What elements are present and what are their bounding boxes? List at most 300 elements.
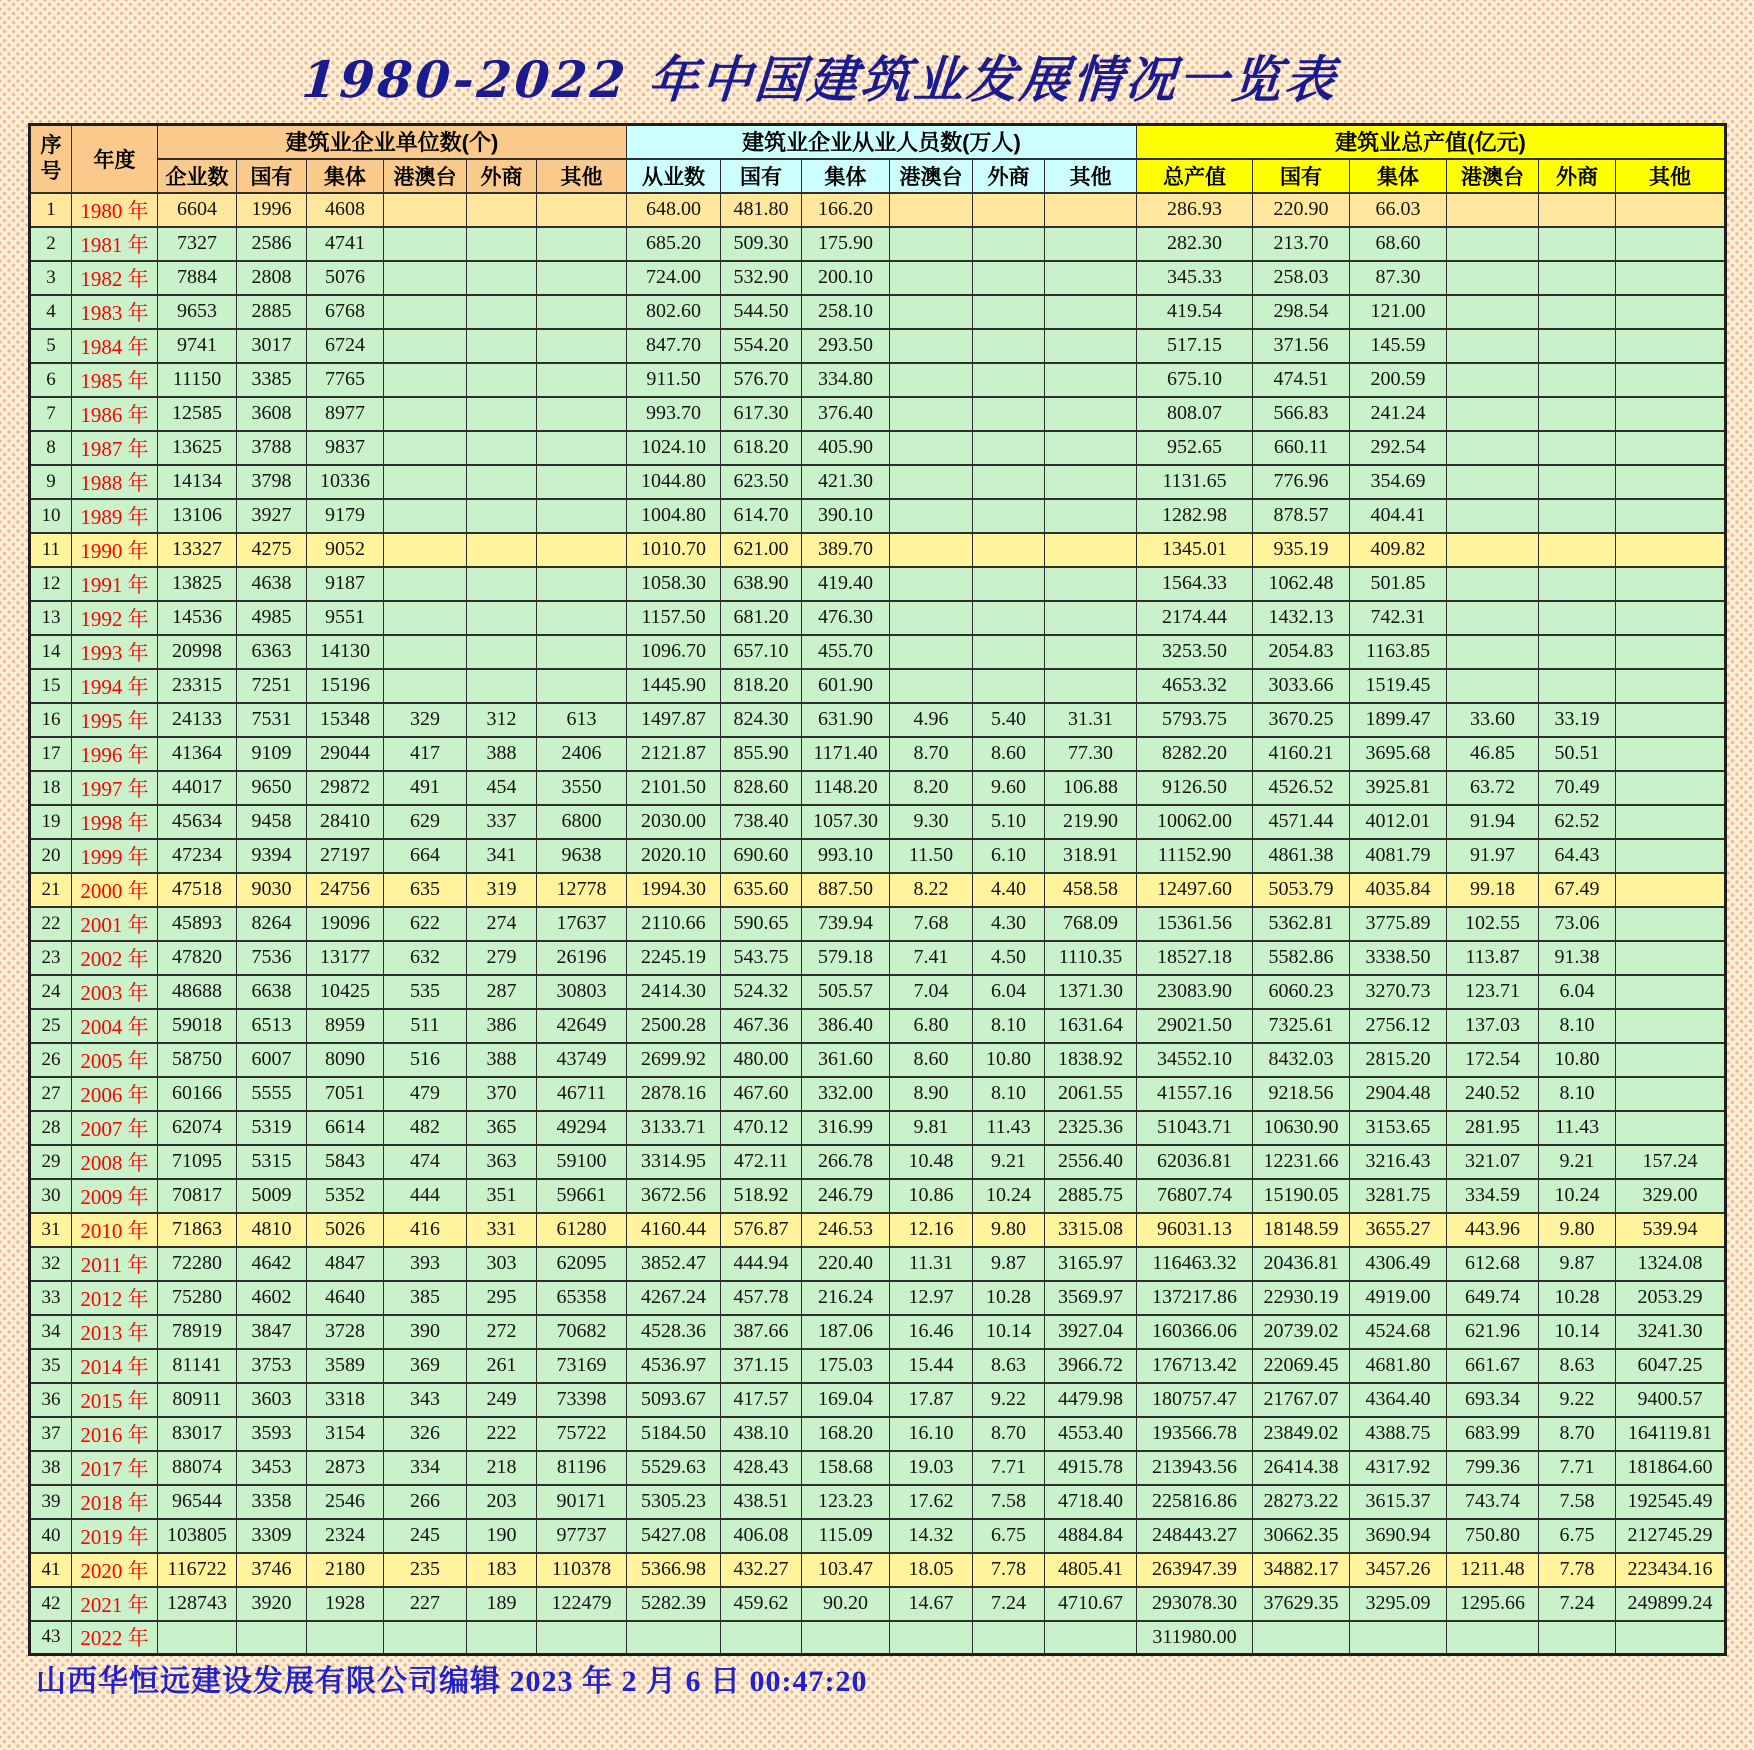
value-cell [1447, 499, 1539, 533]
value-cell: 9.21 [1539, 1145, 1616, 1179]
value-cell: 4847 [307, 1247, 384, 1281]
value-cell: 225816.86 [1137, 1485, 1253, 1519]
value-cell: 172.54 [1447, 1043, 1539, 1077]
value-cell: 20998 [158, 635, 237, 669]
value-cell: 742.31 [1350, 601, 1447, 635]
col-header: 港澳台 [1447, 159, 1539, 193]
year-cell: 2005 年 [72, 1043, 158, 1077]
value-cell: 26196 [537, 941, 627, 975]
value-cell: 176713.42 [1137, 1349, 1253, 1383]
value-cell: 3690.94 [1350, 1519, 1447, 1553]
value-cell [1616, 227, 1726, 261]
table-row [30, 975, 1726, 1009]
value-cell: 5026 [307, 1213, 384, 1247]
value-cell: 660.11 [1253, 431, 1350, 465]
value-cell: 2245.19 [627, 941, 721, 975]
value-cell: 48688 [158, 975, 237, 1009]
value-cell [1616, 941, 1726, 975]
value-cell: 3788 [237, 431, 307, 465]
value-cell: 44017 [158, 771, 237, 805]
value-cell: 3133.71 [627, 1111, 721, 1145]
value-cell: 3270.73 [1350, 975, 1447, 1009]
value-cell: 258.03 [1253, 261, 1350, 295]
year-cell: 2014 年 [72, 1349, 158, 1383]
value-cell: 345.33 [1137, 261, 1253, 295]
value-cell: 855.90 [721, 737, 802, 771]
table-row [30, 1621, 1726, 1655]
value-cell: 406.08 [721, 1519, 802, 1553]
value-cell: 4681.80 [1350, 1349, 1447, 1383]
value-cell: 9638 [537, 839, 627, 873]
value-cell [1539, 261, 1616, 295]
value-cell: 113.87 [1447, 941, 1539, 975]
value-cell: 263947.39 [1137, 1553, 1253, 1587]
value-cell: 71863 [158, 1213, 237, 1247]
value-cell: 750.80 [1447, 1519, 1539, 1553]
value-cell: 828.60 [721, 771, 802, 805]
value-cell [1447, 601, 1539, 635]
value-cell: 59100 [537, 1145, 627, 1179]
value-cell: 12778 [537, 873, 627, 907]
year-cell: 2010 年 [72, 1213, 158, 1247]
value-cell [1253, 1621, 1350, 1655]
value-cell: 1324.08 [1616, 1247, 1726, 1281]
value-cell: 137217.86 [1137, 1281, 1253, 1315]
value-cell: 9837 [307, 431, 384, 465]
year-cell: 1995 年 [72, 703, 158, 737]
value-cell: 4915.78 [1045, 1451, 1137, 1485]
value-cell: 12497.60 [1137, 873, 1253, 907]
year-cell: 1982 年 [72, 261, 158, 295]
value-cell: 34882.17 [1253, 1553, 1350, 1587]
table-row [30, 669, 1726, 703]
value-cell: 272 [467, 1315, 537, 1349]
value-cell [384, 329, 467, 363]
value-cell: 5352 [307, 1179, 384, 1213]
row-number: 33 [30, 1281, 72, 1315]
value-cell [537, 329, 627, 363]
value-cell: 187.06 [802, 1315, 890, 1349]
value-cell: 9.80 [1539, 1213, 1616, 1247]
value-cell: 8.60 [973, 737, 1045, 771]
value-cell [1045, 533, 1137, 567]
row-number: 27 [30, 1077, 72, 1111]
col-header: 总产值 [1137, 159, 1253, 193]
value-cell: 8282.20 [1137, 737, 1253, 771]
table-row [30, 1553, 1726, 1587]
value-cell: 4035.84 [1350, 873, 1447, 907]
col-header: 外商 [973, 159, 1045, 193]
value-cell: 4919.00 [1350, 1281, 1447, 1315]
value-cell: 137.03 [1447, 1009, 1539, 1043]
row-number: 2 [30, 227, 72, 261]
value-cell: 235 [384, 1553, 467, 1587]
value-cell: 175.90 [802, 227, 890, 261]
value-cell [1539, 431, 1616, 465]
value-cell: 29872 [307, 771, 384, 805]
value-cell [1539, 601, 1616, 635]
value-cell: 166.20 [802, 193, 890, 227]
value-cell: 331 [467, 1213, 537, 1247]
value-cell [1447, 465, 1539, 499]
table-row [30, 1043, 1726, 1077]
value-cell [537, 193, 627, 227]
value-cell: 4388.75 [1350, 1417, 1447, 1451]
value-cell: 15190.05 [1253, 1179, 1350, 1213]
value-cell: 1432.13 [1253, 601, 1350, 635]
value-cell: 5843 [307, 1145, 384, 1179]
value-cell: 19.03 [890, 1451, 973, 1485]
value-cell: 8.22 [890, 873, 973, 907]
year-cell: 2017 年 [72, 1451, 158, 1485]
value-cell: 245 [384, 1519, 467, 1553]
value-cell: 295 [467, 1281, 537, 1315]
value-cell: 7.24 [1539, 1587, 1616, 1621]
table-row [30, 431, 1726, 465]
value-cell [1539, 669, 1616, 703]
year-cell: 2004 年 [72, 1009, 158, 1043]
data-table [28, 123, 1727, 1656]
value-cell [890, 601, 973, 635]
value-cell: 212745.29 [1616, 1519, 1726, 1553]
value-cell: 70817 [158, 1179, 237, 1213]
value-cell [467, 1621, 537, 1655]
value-cell: 9.60 [973, 771, 1045, 805]
value-cell: 458.58 [1045, 873, 1137, 907]
value-cell: 73.06 [1539, 907, 1616, 941]
value-cell: 13625 [158, 431, 237, 465]
value-cell: 739.94 [802, 907, 890, 941]
value-cell: 3670.25 [1253, 703, 1350, 737]
value-cell: 19096 [307, 907, 384, 941]
value-cell: 661.67 [1447, 1349, 1539, 1383]
value-cell: 2885.75 [1045, 1179, 1137, 1213]
value-cell: 46711 [537, 1077, 627, 1111]
value-cell: 27197 [307, 839, 384, 873]
value-cell: 7.71 [1539, 1451, 1616, 1485]
value-cell: 91.38 [1539, 941, 1616, 975]
value-cell: 12585 [158, 397, 237, 431]
value-cell: 7531 [237, 703, 307, 737]
group-header-people: 建筑业企业从业人员数(万人) [627, 125, 1137, 159]
value-cell: 332.00 [802, 1077, 890, 1111]
value-cell: 12231.66 [1253, 1145, 1350, 1179]
value-cell: 60166 [158, 1077, 237, 1111]
value-cell [467, 261, 537, 295]
value-cell: 5009 [237, 1179, 307, 1213]
col-header: 集体 [307, 159, 384, 193]
value-cell: 334.59 [1447, 1179, 1539, 1213]
value-cell: 8.70 [890, 737, 973, 771]
value-cell: 3608 [237, 397, 307, 431]
value-cell: 532.90 [721, 261, 802, 295]
value-cell: 7.58 [1539, 1485, 1616, 1519]
value-cell [537, 431, 627, 465]
value-cell: 180757.47 [1137, 1383, 1253, 1417]
value-cell: 10.24 [973, 1179, 1045, 1213]
table-row [30, 363, 1726, 397]
value-cell: 99.18 [1447, 873, 1539, 907]
value-cell: 501.85 [1350, 567, 1447, 601]
value-cell [1539, 499, 1616, 533]
value-cell [384, 227, 467, 261]
value-cell: 417.57 [721, 1383, 802, 1417]
value-cell: 4160.21 [1253, 737, 1350, 771]
value-cell: 312 [467, 703, 537, 737]
value-cell: 3672.56 [627, 1179, 721, 1213]
value-cell: 3309 [237, 1519, 307, 1553]
value-cell: 3033.66 [1253, 669, 1350, 703]
value-cell: 181864.60 [1616, 1451, 1726, 1485]
value-cell: 58750 [158, 1043, 237, 1077]
value-cell: 3241.30 [1616, 1315, 1726, 1349]
value-cell: 480.00 [721, 1043, 802, 1077]
value-cell: 7884 [158, 261, 237, 295]
value-cell: 1996 [237, 193, 307, 227]
value-cell: 3338.50 [1350, 941, 1447, 975]
value-cell: 935.19 [1253, 533, 1350, 567]
value-cell [1045, 431, 1137, 465]
value-cell: 17.87 [890, 1383, 973, 1417]
value-cell: 37629.35 [1253, 1587, 1350, 1621]
value-cell: 3453 [237, 1451, 307, 1485]
value-cell: 1058.30 [627, 567, 721, 601]
value-cell: 768.09 [1045, 907, 1137, 941]
value-cell: 1295.66 [1447, 1587, 1539, 1621]
value-cell: 292.54 [1350, 431, 1447, 465]
value-cell: 3165.97 [1045, 1247, 1137, 1281]
value-cell [384, 499, 467, 533]
col-header: 国有 [237, 159, 307, 193]
value-cell: 3920 [237, 1587, 307, 1621]
value-cell: 175.03 [802, 1349, 890, 1383]
value-cell: 631.90 [802, 703, 890, 737]
value-cell [1616, 737, 1726, 771]
value-cell: 8.63 [1539, 1349, 1616, 1383]
table-row [30, 941, 1726, 975]
value-cell: 808.07 [1137, 397, 1253, 431]
value-cell: 123.71 [1447, 975, 1539, 1009]
value-cell [384, 397, 467, 431]
value-cell [1616, 1043, 1726, 1077]
year-cell: 2006 年 [72, 1077, 158, 1111]
value-cell: 6.75 [1539, 1519, 1616, 1553]
value-cell: 5319 [237, 1111, 307, 1145]
value-cell: 3925.81 [1350, 771, 1447, 805]
value-cell: 6724 [307, 329, 384, 363]
value-cell: 21767.07 [1253, 1383, 1350, 1417]
value-cell: 444.94 [721, 1247, 802, 1281]
value-cell: 1928 [307, 1587, 384, 1621]
value-cell [467, 397, 537, 431]
table-row [30, 227, 1726, 261]
value-cell: 388 [467, 1043, 537, 1077]
value-cell [1539, 227, 1616, 261]
value-cell: 30803 [537, 975, 627, 1009]
table-row [30, 1383, 1726, 1417]
value-cell: 4306.49 [1350, 1247, 1447, 1281]
value-cell: 274 [467, 907, 537, 941]
footer-credit: 山西华恒远建设发展有限公司编辑 2023 年 2 月 6 日 00:47:20 [36, 1665, 868, 1698]
col-header: 集体 [802, 159, 890, 193]
year-cell: 1997 年 [72, 771, 158, 805]
value-cell: 1163.85 [1350, 635, 1447, 669]
value-cell: 158.68 [802, 1451, 890, 1485]
table-row [30, 771, 1726, 805]
value-cell: 286.93 [1137, 193, 1253, 227]
value-cell: 41557.16 [1137, 1077, 1253, 1111]
value-cell: 4528.36 [627, 1315, 721, 1349]
row-number: 9 [30, 465, 72, 499]
value-cell [384, 193, 467, 227]
value-cell: 4.96 [890, 703, 973, 737]
value-cell: 638.90 [721, 567, 802, 601]
table-row [30, 1111, 1726, 1145]
value-cell: 83017 [158, 1417, 237, 1451]
row-number: 38 [30, 1451, 72, 1485]
year-cell: 2009 年 [72, 1179, 158, 1213]
table-row [30, 805, 1726, 839]
value-cell [467, 567, 537, 601]
value-cell: 18.05 [890, 1553, 973, 1587]
value-cell: 8.10 [1539, 1077, 1616, 1111]
value-cell [1539, 567, 1616, 601]
value-cell: 1371.30 [1045, 975, 1137, 1009]
value-cell: 59018 [158, 1009, 237, 1043]
value-cell: 2586 [237, 227, 307, 261]
value-cell: 23849.02 [1253, 1417, 1350, 1451]
value-cell: 7.41 [890, 941, 973, 975]
value-cell: 3153.65 [1350, 1111, 1447, 1145]
value-cell: 657.10 [721, 635, 802, 669]
value-cell: 351 [467, 1179, 537, 1213]
value-cell [1616, 771, 1726, 805]
value-cell: 675.10 [1137, 363, 1253, 397]
value-cell: 1519.45 [1350, 669, 1447, 703]
value-cell: 444 [384, 1179, 467, 1213]
year-cell: 1993 年 [72, 635, 158, 669]
value-cell [307, 1621, 384, 1655]
value-cell [467, 295, 537, 329]
value-cell: 18527.18 [1137, 941, 1253, 975]
value-cell: 3314.95 [627, 1145, 721, 1179]
value-cell: 4653.32 [1137, 669, 1253, 703]
value-cell: 9.22 [1539, 1383, 1616, 1417]
value-cell: 5305.23 [627, 1485, 721, 1519]
value-cell: 334.80 [802, 363, 890, 397]
year-cell: 1987 年 [72, 431, 158, 465]
row-number: 17 [30, 737, 72, 771]
value-cell [890, 635, 973, 669]
value-cell: 482 [384, 1111, 467, 1145]
value-cell: 3457.26 [1350, 1553, 1447, 1587]
value-cell [1539, 329, 1616, 363]
value-cell: 2174.44 [1137, 601, 1253, 635]
value-cell: 31.31 [1045, 703, 1137, 737]
value-cell: 4317.92 [1350, 1451, 1447, 1485]
value-cell: 911.50 [627, 363, 721, 397]
value-cell: 847.70 [627, 329, 721, 363]
col-header: 港澳台 [384, 159, 467, 193]
value-cell: 341 [467, 839, 537, 873]
value-cell: 459.62 [721, 1587, 802, 1621]
value-cell: 3569.97 [1045, 1281, 1137, 1315]
year-cell: 1991 年 [72, 567, 158, 601]
value-cell: 3775.89 [1350, 907, 1447, 941]
value-cell [802, 1621, 890, 1655]
value-cell: 6.04 [1539, 975, 1616, 1009]
value-cell: 9.30 [890, 805, 973, 839]
value-cell: 8432.03 [1253, 1043, 1350, 1077]
year-cell: 1984 年 [72, 329, 158, 363]
value-cell: 3216.43 [1350, 1145, 1447, 1179]
table-row [30, 1281, 1726, 1315]
value-cell [973, 329, 1045, 363]
value-cell: 22069.45 [1253, 1349, 1350, 1383]
value-cell [1616, 465, 1726, 499]
value-cell: 4608 [307, 193, 384, 227]
value-cell: 3385 [237, 363, 307, 397]
value-cell: 472.11 [721, 1145, 802, 1179]
value-cell: 65358 [537, 1281, 627, 1315]
value-cell: 9.87 [1539, 1247, 1616, 1281]
value-cell: 343 [384, 1383, 467, 1417]
value-cell: 5076 [307, 261, 384, 295]
row-number: 3 [30, 261, 72, 295]
table-row [30, 295, 1726, 329]
value-cell: 2815.20 [1350, 1043, 1447, 1077]
value-cell: 1497.87 [627, 703, 721, 737]
value-cell: 16.10 [890, 1417, 973, 1451]
value-cell [1616, 873, 1726, 907]
value-cell: 370 [467, 1077, 537, 1111]
value-cell: 3615.37 [1350, 1485, 1447, 1519]
table-row [30, 839, 1726, 873]
value-cell: 517.15 [1137, 329, 1253, 363]
value-cell: 1445.90 [627, 669, 721, 703]
value-cell: 1994.30 [627, 873, 721, 907]
value-cell: 4884.84 [1045, 1519, 1137, 1553]
value-cell: 10.86 [890, 1179, 973, 1213]
value-cell [973, 465, 1045, 499]
value-cell: 9126.50 [1137, 771, 1253, 805]
value-cell: 1345.01 [1137, 533, 1253, 567]
value-cell [1447, 635, 1539, 669]
value-cell: 102.55 [1447, 907, 1539, 941]
value-cell: 443.96 [1447, 1213, 1539, 1247]
year-cell: 2000 年 [72, 873, 158, 907]
value-cell [467, 363, 537, 397]
value-cell: 96031.13 [1137, 1213, 1253, 1247]
table-row [30, 873, 1726, 907]
value-cell: 316.99 [802, 1111, 890, 1145]
value-cell: 4810 [237, 1213, 307, 1247]
row-number: 31 [30, 1213, 72, 1247]
table-row [30, 499, 1726, 533]
value-cell: 690.60 [721, 839, 802, 873]
value-cell [1539, 363, 1616, 397]
value-cell: 2180 [307, 1553, 384, 1587]
value-cell [1045, 635, 1137, 669]
value-cell: 635 [384, 873, 467, 907]
value-cell [973, 227, 1045, 261]
value-cell: 576.70 [721, 363, 802, 397]
value-cell: 1564.33 [1137, 567, 1253, 601]
value-cell: 10425 [307, 975, 384, 1009]
value-cell [467, 601, 537, 635]
value-cell: 454 [467, 771, 537, 805]
value-cell [1539, 635, 1616, 669]
